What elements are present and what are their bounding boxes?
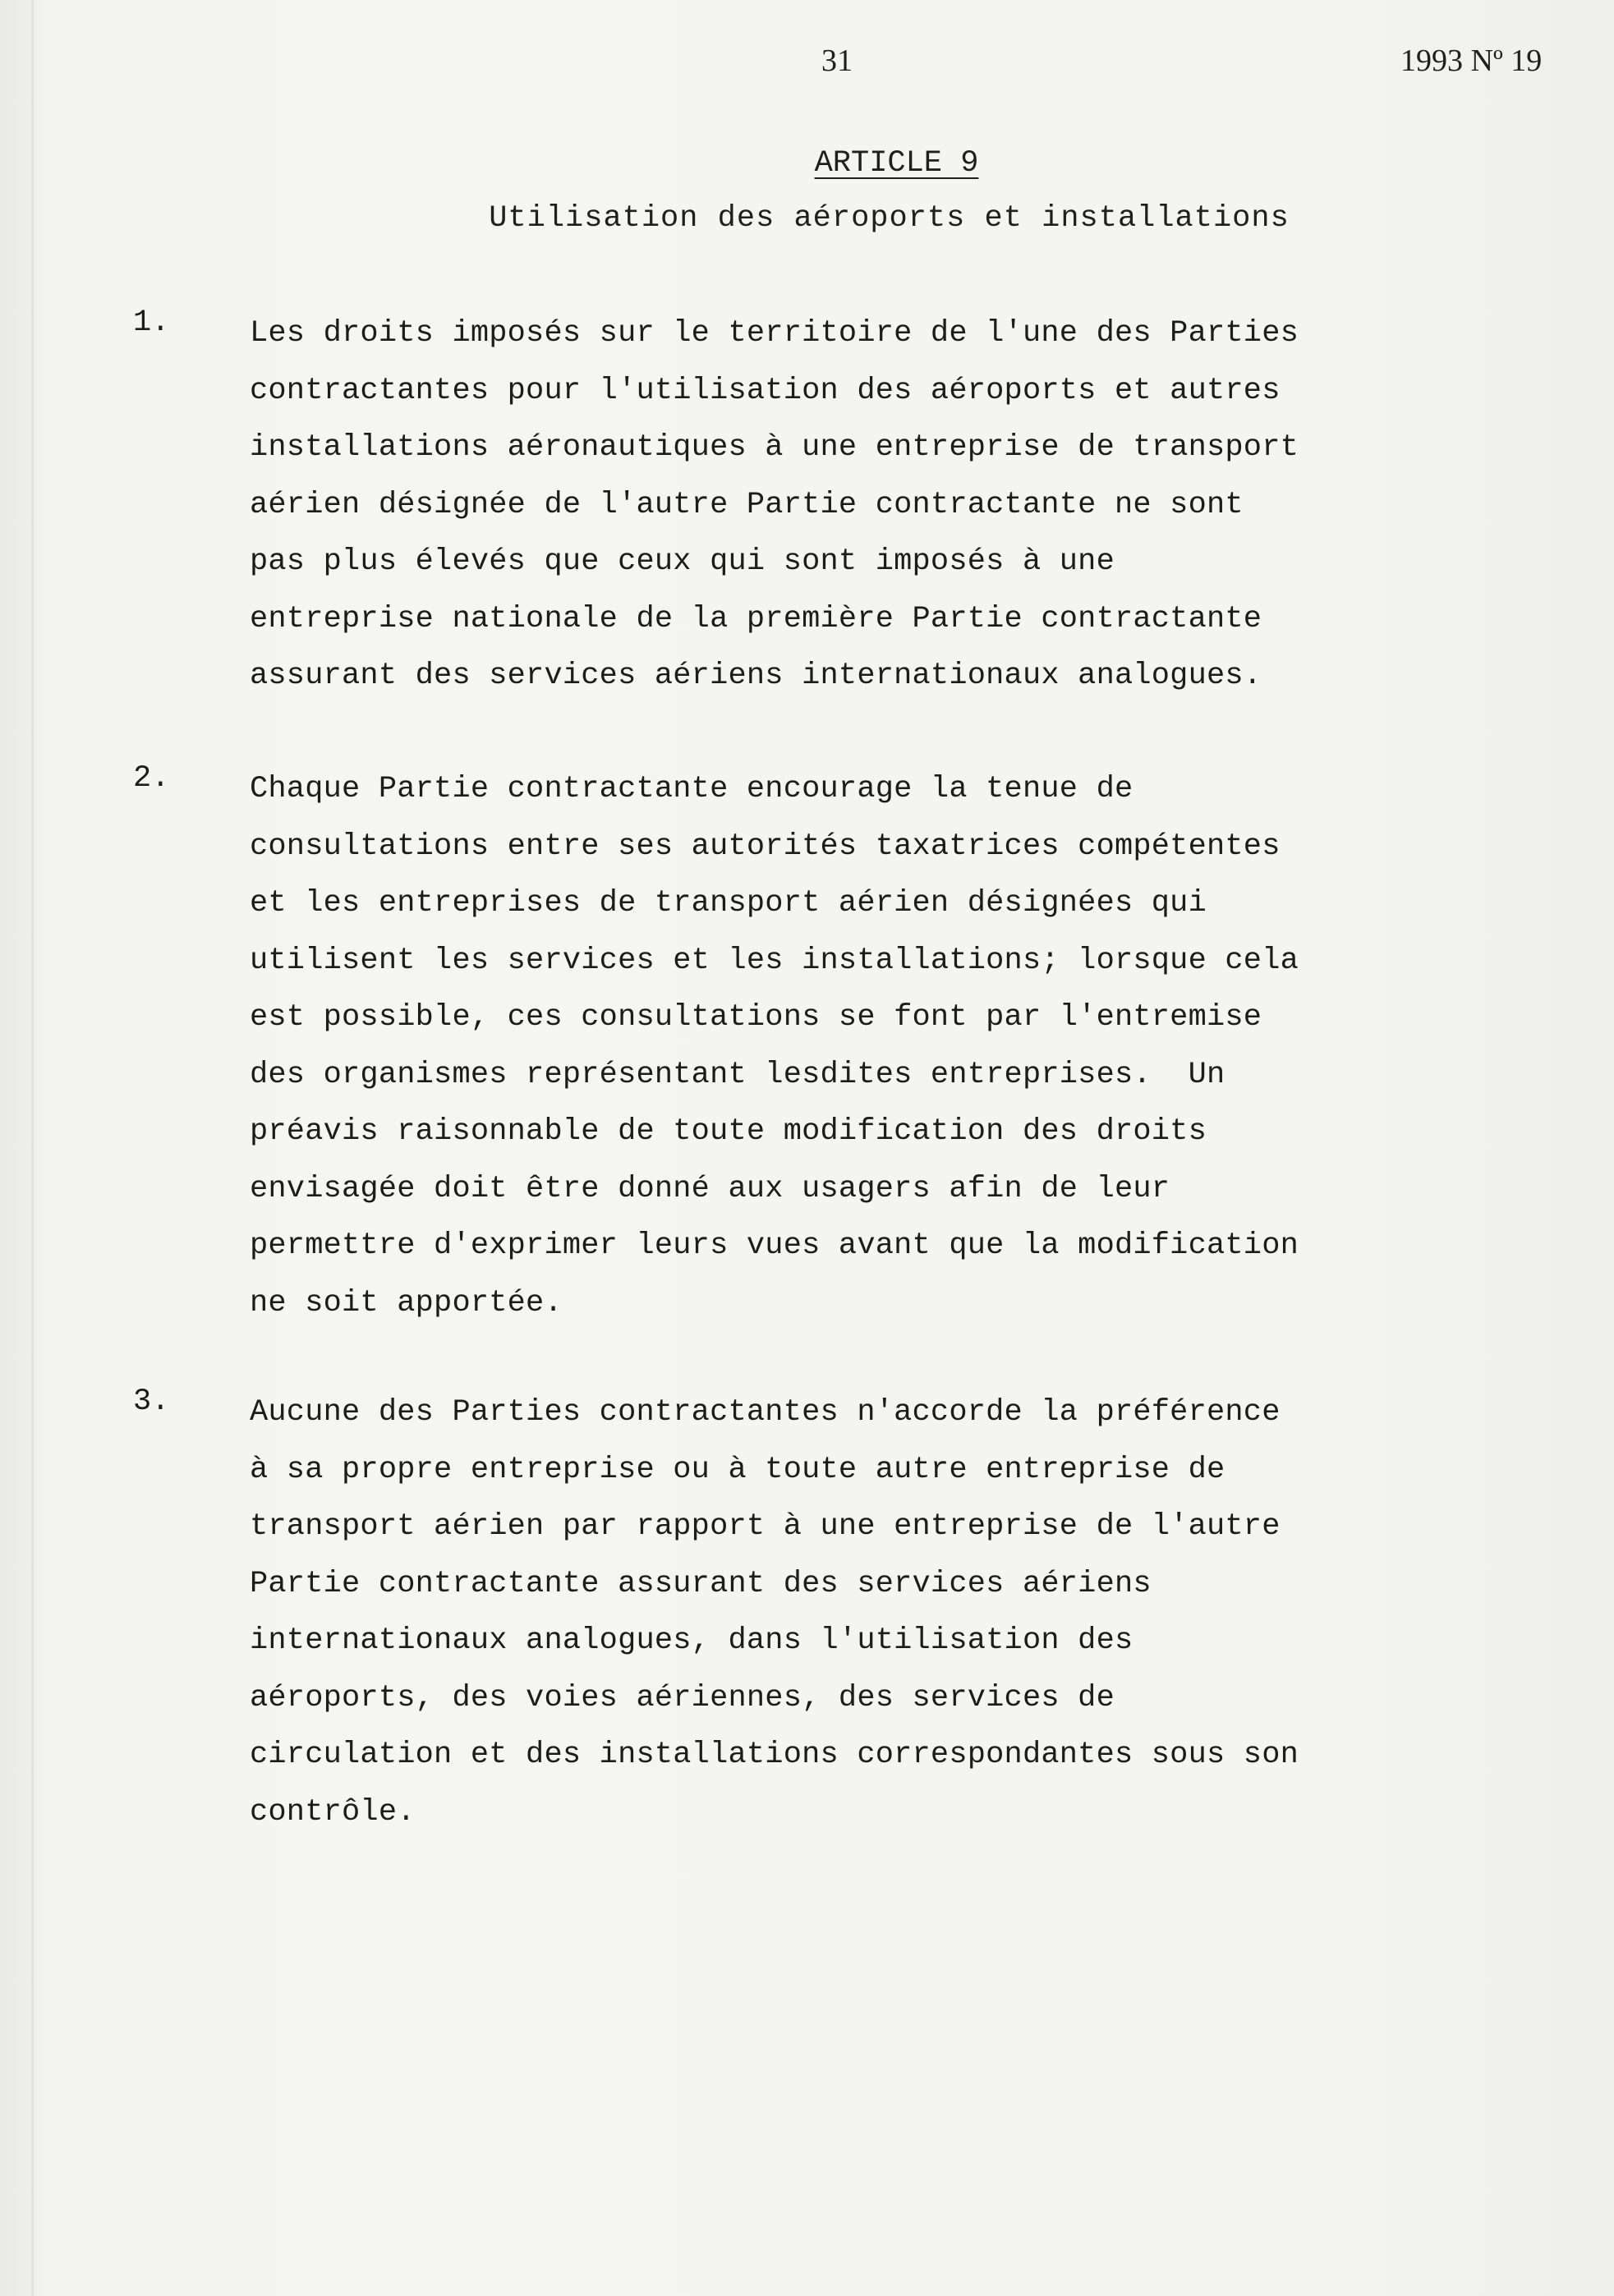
text-line: Partie contractante assurant des services aériens	[250, 1566, 1152, 1601]
text-line: installations aéronautiques à une entreprise de transport	[250, 430, 1299, 465]
text-line: des organismes représentant lesdites entreprises. Un	[250, 1057, 1225, 1092]
text-line: préavis raisonnable de toute modification des droits	[250, 1114, 1207, 1149]
text-line: consultations entre ses autorités taxatrices compétentes	[250, 829, 1281, 864]
article-title-text: ARTICLE 9	[814, 146, 979, 181]
text-line: et les entreprises de transport aérien désignées qui	[250, 886, 1207, 921]
text-line: transport aérien par rapport à une entreprise de l'autre	[250, 1509, 1281, 1544]
text-line: est possible, ces consultations se font par l'entremise	[250, 1000, 1262, 1035]
paragraph-number: 1.	[133, 305, 170, 340]
text-line: Les droits imposés sur le territoire de l'une des Parties	[250, 316, 1299, 351]
text-line: aérien désignée de l'autre Partie contractante ne sont	[250, 487, 1244, 522]
text-line: contractantes pour l'utilisation des aéroports et autres	[250, 373, 1281, 408]
paragraph-text	[250, 1384, 1580, 1841]
text-line: pas plus élevés que ceux qui sont imposés à une	[250, 544, 1115, 579]
article-title	[0, 146, 1614, 181]
page-fold-shadow	[31, 0, 34, 2296]
text-line: assurant des services aériens internationaux analogues.	[250, 659, 1262, 693]
text-line: internationaux analogues, dans l'utilisation des	[250, 1623, 1133, 1658]
paragraph-number: 2.	[133, 761, 170, 796]
text-line: Aucune des Parties contractantes n'accorde la préférence	[250, 1395, 1281, 1430]
page-number: 31	[821, 44, 853, 78]
paragraph-text	[250, 761, 1580, 1332]
paragraph-text	[250, 305, 1580, 705]
paragraph-number: 3.	[133, 1384, 170, 1419]
text-line: contrôle.	[250, 1794, 416, 1830]
article-subtitle: Utilisation des aéroports et installations	[489, 201, 1290, 236]
text-line: ne soit apportée.	[250, 1285, 563, 1320]
text-line: aéroports, des voies aériennes, des services de	[250, 1680, 1115, 1715]
text-line: à sa propre entreprise ou à toute autre entreprise de	[250, 1452, 1225, 1487]
text-line: utilisent les services et les installations; lorsque cela	[250, 943, 1299, 978]
text-line: circulation et des installations correspondantes sous son	[250, 1738, 1299, 1772]
text-line: permettre d'exprimer leurs vues avant que la modification	[250, 1228, 1299, 1263]
issue-number: 1993 Nº 19	[1400, 44, 1543, 78]
text-line: Chaque Partie contractante encourage la tenue de	[250, 772, 1133, 806]
text-line: entreprise nationale de la première Partie contractante	[250, 601, 1262, 636]
text-line: envisagée doit être donné aux usagers afin de leur	[250, 1171, 1170, 1206]
